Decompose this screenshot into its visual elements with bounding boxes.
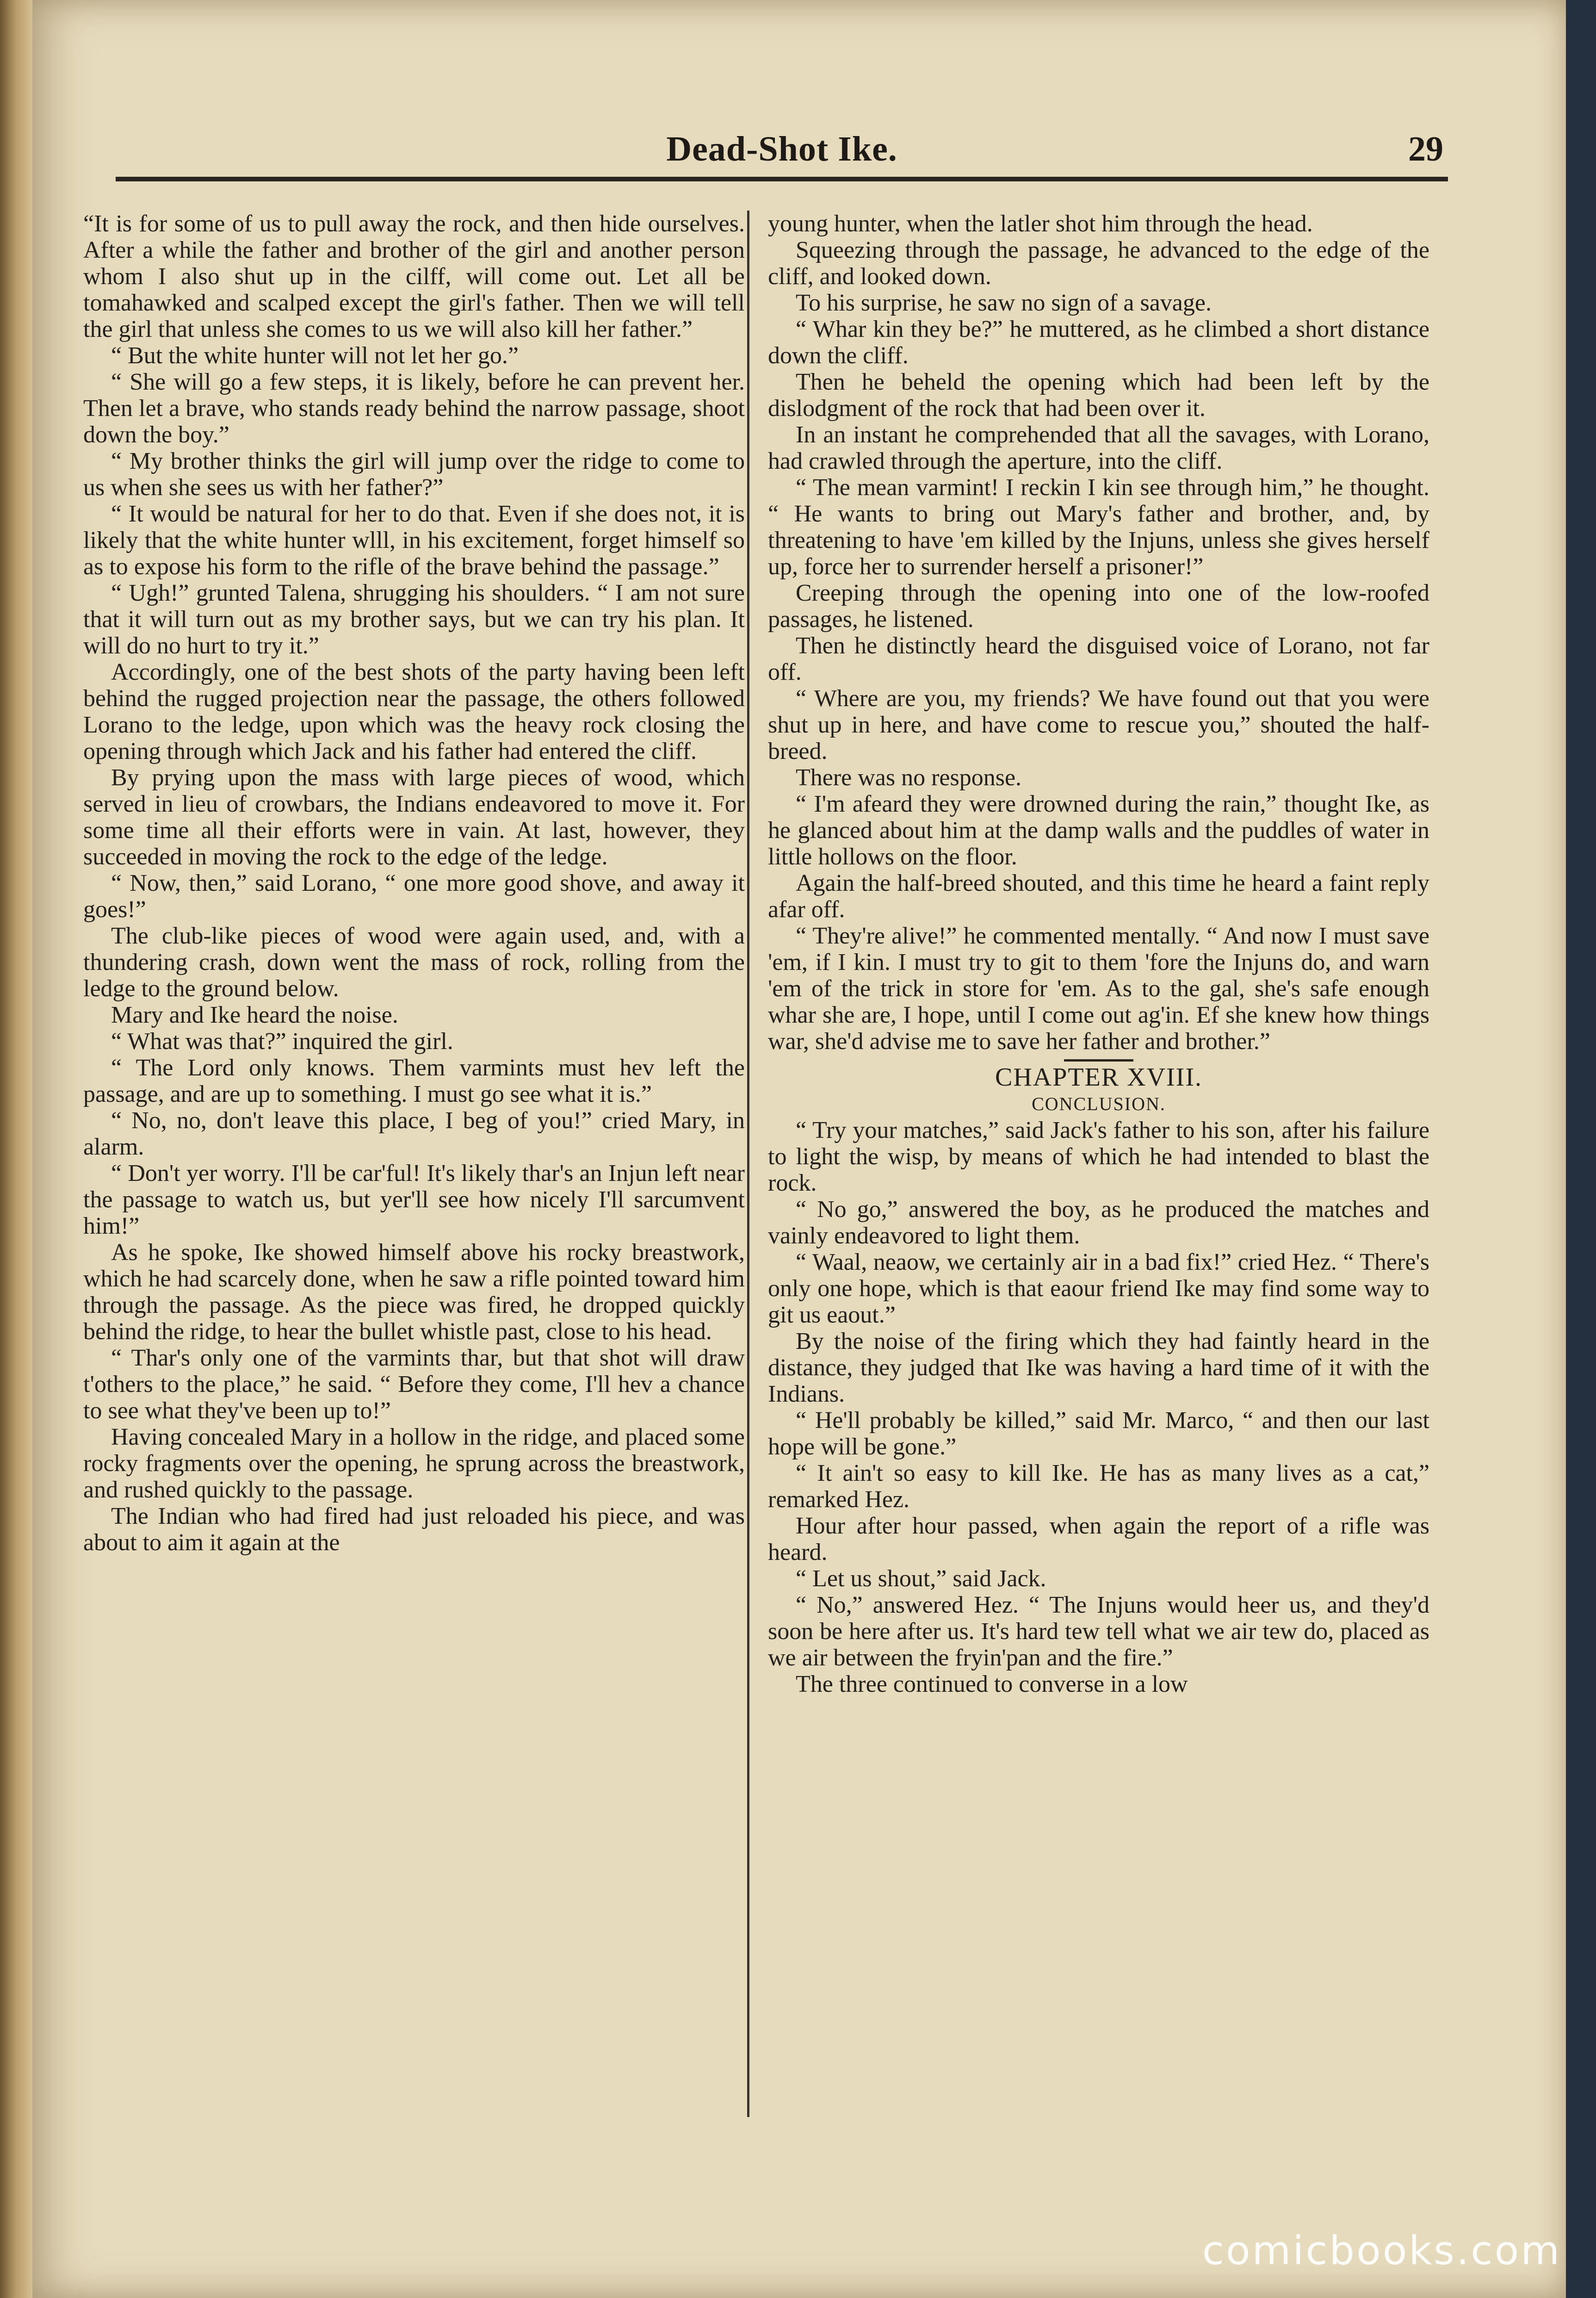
paragraph: As he spoke, Ike showed himself above his rocky breastwork, which he had scarcely done, when he saw a rifle pointed toward him through the passage. As the piece was fired, he dropped quickly behind the ridge, to hear the bullet whistle past, close to his head.: [83, 1239, 745, 1345]
paragraph: “ Whar kin they be?” he muttered, as he climbed a short distance down the cliff.: [768, 316, 1429, 369]
page-number: 29: [1408, 130, 1443, 168]
paragraph: “ Thar's only one of the varmints thar, but that shot will draw t'others to the place,” he said. “ Before they come, I'll hev a chance to see what they've been up to!”: [83, 1345, 745, 1424]
paragraph: “ What was that?” inquired the girl.: [111, 1028, 453, 1055]
paragraph: In an instant he comprehended that all the savages, with Lorano, had crawled through the aperture, into the cliff.: [768, 422, 1429, 474]
paragraph: Creeping through the opening into one of the low-roofed passages, he listened.: [768, 580, 1429, 633]
paragraph: By the noise of the firing which they had faintly heard in the distance, they judged that Ike was having a hard time of it with the Indians.: [768, 1328, 1429, 1407]
running-title: Dead-Shot Ike.: [666, 130, 897, 168]
book-spine-edge: [0, 0, 35, 2298]
paragraph: Having concealed Mary in a hollow in the ridge, and placed some rocky fragments over the opening, he sprung across the breastwork, and rushed quickly to the passage.: [83, 1424, 745, 1503]
paragraph: Accordingly, one of the best shots of the party having been left behind the rugged projection near the passage, the others followed Lorano to the ledge, upon which was the heavy rock closing the opening through which Jack and his father had entered the cliff.: [83, 659, 745, 764]
paragraph: “It is for some of us to pull away the rock, and then hide ourselves. After a while the father and brother of the girl and another person whom I also shut up in the cilff, will come out. Let all be tomahawked and scalped except the girl's father. Then we will tell the girl that unless she comes to us we will also kill her father.”: [83, 211, 745, 342]
paragraph: “ I'm afeard they were drowned during the rain,” thought Ike, as he glanced about him at the damp walls and the puddles of water in little hollows on the floor.: [768, 791, 1429, 870]
paragraph: “ No, no, don't leave this place, I beg of you!” cried Mary, in alarm.: [83, 1107, 745, 1160]
paragraph: There was no response.: [796, 764, 1022, 791]
paragraph: “ She will go a few steps, it is likely, before he can prevent her. Then let a brave, who stands ready behind the narrow passage, shoot down the boy.”: [83, 369, 745, 448]
chapter-title: CHAPTER XVIII.: [995, 1063, 1202, 1092]
paragraph: “ He'll probably be killed,” said Mr. Marco, “ and then our last hope will be gone.”: [768, 1407, 1429, 1460]
paragraph: “ Now, then,” said Lorano, “ one more good shove, and away it goes!”: [83, 870, 745, 923]
page-header: [116, 121, 1448, 181]
paragraph: young hunter, when the latler shot him through the head.: [768, 211, 1313, 237]
paragraph: By prying upon the mass with large pieces of wood, which served in lieu of crowbars, the Indians endeavored to move it. For some time all their efforts were in vain. At last, however, they succeeded in moving the rock to the edge of the ledge.: [83, 764, 745, 870]
paragraph: “ The Lord only knows. Them varmints must hev left the passage, and are up to something. I must go see what it is.”: [83, 1055, 745, 1107]
paragraph: “ Ugh!” grunted Talena, shrugging his shoulders. “ I am not sure that it will turn out as my brother says, but we can try his plan. It will do no hurt to try it.”: [83, 580, 745, 659]
paragraph: To his surprise, he saw no sign of a savage.: [796, 290, 1212, 316]
text-column-right: [747, 211, 1429, 2117]
paragraph: “ But the white hunter will not let her go.”: [111, 342, 519, 369]
chapter-subtitle: CONCLUSION.: [1032, 1093, 1166, 1114]
paragraph: Mary and Ike heard the noise.: [111, 1002, 398, 1028]
paragraph: “ Try your matches,” said Jack's father to his son, after his failure to light the wisp, by means of which he had intended to blast the rock.: [768, 1117, 1429, 1196]
paragraph: Squeezing through the passage, he advanced to the edge of the cliff, and looked down.: [768, 237, 1429, 290]
paragraph: “ It ain't so easy to kill Ike. He has as many lives as a cat,” remarked Hez.: [768, 1460, 1429, 1513]
paragraph: Again the half-breed shouted, and this time he heard a faint reply afar off.: [768, 870, 1429, 923]
paragraph: “ Let us shout,” said Jack.: [796, 1565, 1046, 1592]
chapter-rule: [1064, 1059, 1133, 1062]
paragraph: The three continued to converse in a low: [796, 1671, 1188, 1697]
text-column-left: [83, 211, 745, 2117]
site-watermark: comicbooks.com: [1202, 2228, 1561, 2274]
paragraph: “ My brother thinks the girl will jump over the ridge to come to us when she sees us with her father?”: [83, 448, 745, 501]
paragraph: “ They're alive!” he commented mentally. “ And now I must save 'em, if I kin. I must try to git to them 'fore the Injuns do, and warn 'em of the trick in store for 'em. As to the gal, she's safe enough whar she are, I hope, until I come out ag'in. Ef she knew how things war, she'd advise me to save her father and brother.”: [768, 923, 1429, 1055]
paragraph: “ No,” answered Hez. “ The Injuns would heer us, and they'd soon be here after us. It's hard tew tell what we air tew do, placed as we air between the fryin'pan and the fire.”: [768, 1592, 1429, 1671]
paragraph: “ Don't yer worry. I'll be car'ful! It's likely thar's an Injun left near the passage to watch us, but yer'll see how nicely I'll sarcumvent him!”: [83, 1160, 745, 1239]
paragraph: “ Where are you, my friends? We have found out that you were shut up in here, and have come to rescue you,” shouted the half-breed.: [768, 685, 1429, 764]
paragraph: “ Waal, neaow, we certainly air in a bad fix!” cried Hez. “ There's only one hope, which is that eaour friend Ike may find some way to git us eaout.”: [768, 1249, 1429, 1328]
paragraph: Hour after hour passed, when again the report of a rifle was heard.: [768, 1513, 1429, 1565]
paragraph: The Indian who had fired had just reloaded his piece, and was about to aim it again at the: [83, 1503, 745, 1556]
paragraph: Then he beheld the opening which had been left by the dislodgment of the rock that had been over it.: [768, 369, 1429, 422]
paragraph: “ It would be natural for her to do that. Even if she does not, it is likely that the white hunter wlll, in his excitement, forget himself so as to expose his form to the rifle of the brave behind the passage.”: [83, 501, 745, 580]
paragraph: The club-like pieces of wood were again used, and, with a thundering crash, down went the mass of rock, rolling from the ledge to the ground below.: [83, 923, 745, 1002]
paragraph: “ No go,” answered the boy, as he produced the matches and vainly endeavored to light them.: [768, 1196, 1429, 1249]
paragraph: Then he distinctly heard the disguised voice of Lorano, not far off.: [768, 633, 1429, 685]
paragraph: “ The mean varmint! I reckin I kin see through him,” he thought. “ He wants to bring out Mary's father and brother, and, by threatening to have 'em killed by the Injuns, unless she gives herself up, force her to surrender herself a prisoner!”: [768, 474, 1429, 580]
